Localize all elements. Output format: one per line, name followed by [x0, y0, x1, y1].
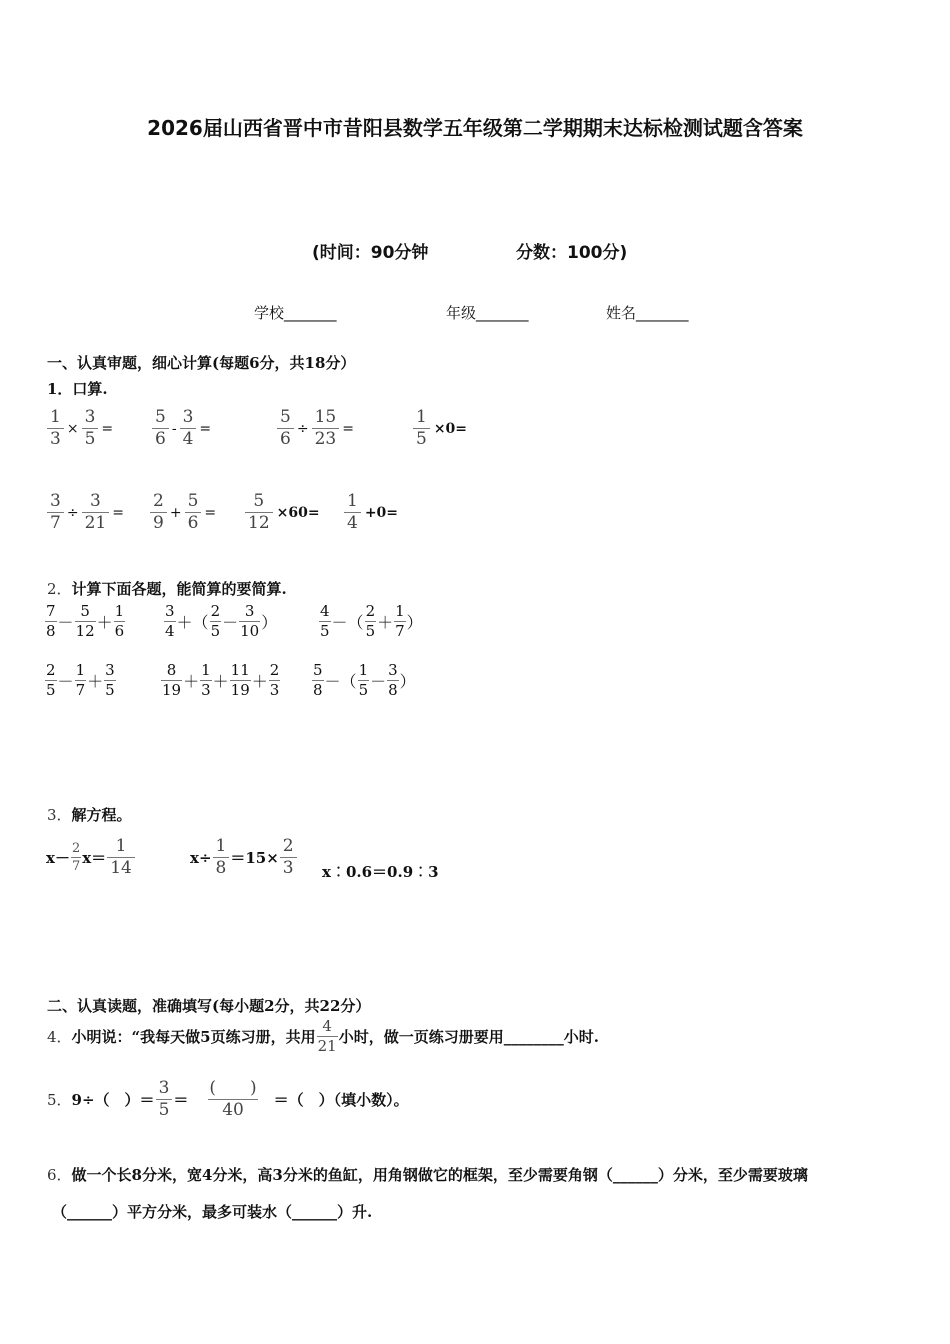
q5: 5． 9÷（ ）＝ $\frac{3}{5}$ ＝ $\frac{( )}{40}$ ＝（ ）（填小数）。 — [47, 1078, 409, 1120]
exam-score: 分数：100分) — [516, 243, 628, 263]
fraction: $\frac{3}{5}$ — [82, 409, 99, 448]
q1-item-3: $\frac{5}{6}$ ÷ $\frac{15}{23}$ = — [276, 409, 356, 448]
fraction: $\frac{15}{23}$ — [312, 409, 340, 448]
q1-item-6: $\frac{2}{9}$ + $\frac{5}{6}$ = — [149, 493, 218, 532]
fraction: $\frac{1}{5}$ — [413, 409, 430, 448]
q2-expr-4: $\frac{2}{5}$ － $\frac{1}{7}$ ＋ $\frac{3}{5}$ — [46, 661, 115, 699]
name-label: 姓名 — [606, 304, 637, 322]
q3-equation-2: x÷ $\frac{1}{8}$ ＝15× $\frac{2}{3}$ — [190, 838, 298, 877]
q2-label: 2．计算下面各题，能简算的要简算. — [47, 580, 287, 598]
q6-line-2: （______）平方分米，最多可装水（______）升. — [52, 1203, 373, 1221]
section2-heading: 二、认真读题，准确填写(每小题2分，共22分） — [47, 997, 371, 1015]
q3-label: 3．解方程。 — [47, 806, 132, 824]
q4: 4． 小明说：“我每天做5页练习册，共用 $\frac{4}{21}$ 小时，做一页练习册要用________小时. — [47, 1017, 599, 1055]
q2-expr-5: $\frac{8}{19}$ ＋ $\frac{1}{3}$ ＋ $\frac{11}{19}$ ＋ $\frac{2}{3}$ — [162, 661, 280, 699]
q1-item-1: $\frac{1}{3}$ × $\frac{3}{5}$ = — [46, 409, 115, 448]
page-title: 2026届山西省晋中市昔阳县数学五年级第二学期期末达标检测试题含答案 — [147, 116, 803, 140]
q2-expr-1: $\frac{7}{8}$ － $\frac{5}{12}$ ＋ $\frac{1}{6}$ — [46, 602, 125, 640]
fraction: $\frac{5}{6}$ — [277, 409, 294, 448]
exam-time: (时间：90分钟 — [312, 243, 429, 263]
grade-field[interactable] — [446, 302, 529, 323]
school-field[interactable] — [254, 302, 337, 323]
q1-item-4: $\frac{1}{5}$ ×0= — [412, 409, 467, 448]
q2-expr-3: $\frac{4}{5}$ －（ $\frac{2}{5}$ ＋ $\frac{1}{7}$ ） — [320, 602, 423, 640]
q1-item-8: $\frac{1}{4}$ +0= — [343, 493, 398, 532]
school-blank[interactable]: _______ — [284, 304, 337, 322]
fraction: $\frac{1}{4}$ — [344, 493, 361, 532]
fraction: $\frac{3}{21}$ — [82, 493, 110, 532]
fraction: $\frac{3}{4}$ — [180, 409, 197, 448]
q3-equation-1: x－ $\frac{2}{7}$ x＝ $\frac{1}{14}$ — [46, 838, 136, 877]
q6-line-1: 6．做一个长8分米，宽4分米，高3分米的鱼缸，用角钢做它的框架，至少需要角钢（______）分米，至少需要玻璃 — [47, 1166, 808, 1184]
grade-label: 年级 — [446, 304, 477, 322]
fraction: $\frac{5}{6}$ — [152, 409, 169, 448]
fraction: $\frac{5}{6}$ — [185, 493, 202, 532]
name-blank[interactable]: _______ — [636, 304, 689, 322]
grade-blank[interactable]: _______ — [476, 304, 529, 322]
q1-item-5: $\frac{3}{7}$ ÷ $\frac{3}{21}$ = — [46, 493, 126, 532]
q2-expr-2: $\frac{3}{4}$ ＋（ $\frac{2}{5}$ － $\frac{3}{10}$ ） — [165, 602, 278, 640]
section1-heading: 一、认真审题，细心计算(每题6分，共18分） — [47, 354, 356, 372]
school-label: 学校 — [254, 304, 285, 322]
fraction: $\frac{3}{7}$ — [47, 493, 64, 532]
q2-expr-6: $\frac{5}{8}$ －（ $\frac{1}{5}$ － $\frac{3}{8}$ ） — [313, 661, 416, 699]
name-field[interactable] — [606, 302, 689, 323]
fraction: $\frac{5}{12}$ — [245, 493, 273, 532]
fraction: $\frac{1}{3}$ — [47, 409, 64, 448]
fraction: $\frac{2}{9}$ — [150, 493, 167, 532]
q1-item-7: $\frac{5}{12}$ ×60= — [244, 493, 320, 532]
q1-item-2: $\frac{5}{6}$ - $\frac{3}{4}$ = — [151, 409, 213, 448]
q1-label: 1．口算. — [47, 380, 108, 398]
q3-equation-3: x︰0.6＝0.9︰3 — [322, 863, 439, 881]
